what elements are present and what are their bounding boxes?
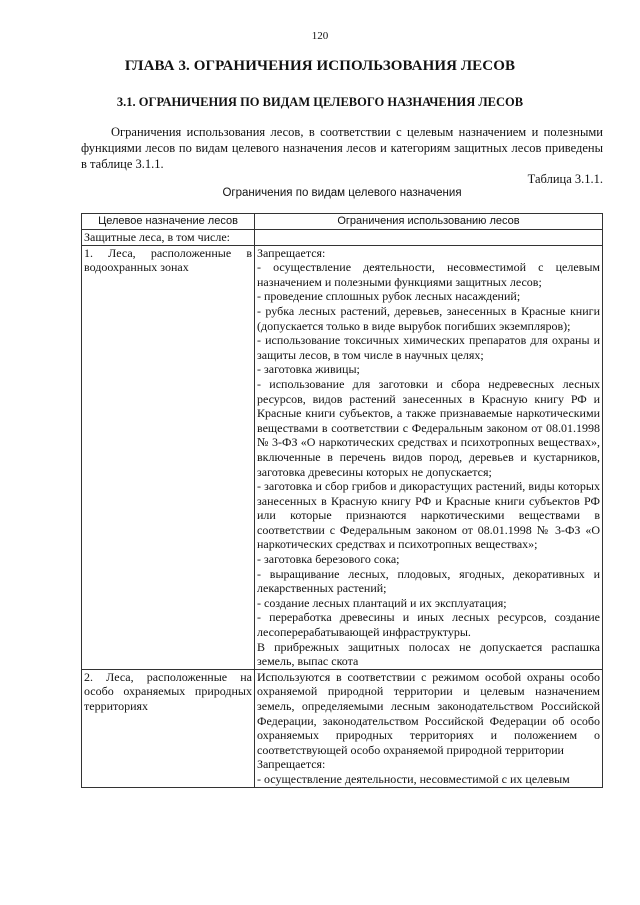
restriction-line: - осуществление деятельности, несовместимой с их целевым [257, 771, 570, 786]
group-label: Защитные леса, в том числе: [82, 230, 255, 246]
chapter-title: ГЛАВА 3. ОГРАНИЧЕНИЯ ИСПОЛЬЗОВАНИЯ ЛЕСОВ [124, 58, 516, 74]
header-restrictions: Ограничения использованию лесов [255, 214, 603, 230]
table-number: Таблица 3.1.1. [527, 172, 603, 186]
group-empty-cell [255, 230, 603, 246]
restriction-line: Используются в соответствии с режимом особой охраны особо охраняемой природной территории и целевым назначением земель, определяемыми лесным законодательством Российской Федерации, законодательством Российской Федерации об особо охраняемых природных территориях и положением о соответствующей особо охраняемой природной территории [257, 669, 600, 757]
section-title: 3.1. ОГРАНИЧЕНИЯ ПО ВИДАМ ЦЕЛЕВОГО НАЗНАЧЕНИЯ ЛЕСОВ [116, 95, 524, 109]
restriction-line: - использование для заготовки и сбора недревесных лесных ресурсов, видов растений занесенных в Красную книгу РФ и Красные книги субъектов, а также признаваемые наркотическими веществами в соответствии с Федеральным законом от 08.01.1998 № 3-ФЗ «О наркотических средствах и психотропных веществах», включенные в перечень видов пород, деревьев и кустарников, заготовка древесины которых не допускается; [257, 376, 600, 479]
purpose-cell: 1. Леса, расположенные в водоохранных зонах [82, 245, 255, 669]
restriction-line: В прибрежных защитных полосах не допускается распашка земель, выпас скота [257, 639, 600, 669]
restriction-line: - заготовка березового сока; [257, 552, 400, 567]
restriction-line: Запрещается: [257, 245, 326, 260]
table-caption: Ограничения по видам целевого назначения [222, 187, 462, 199]
restriction-line: - заготовка и сбор грибов и дикорастущих растений, виды которых занесенных в Красную книгу РФ и Красные книги субъектов РФ или которые признаются наркотическими веществами в соответствии с Федеральным законом от 08.01.1998 № 3-ФЗ «О наркотических средствах и психотропных веществах»; [257, 479, 600, 552]
restriction-line: - использование токсичных химических препаратов для охраны и защиты лесов, в том числе в научных целях; [257, 333, 600, 362]
restriction-line: - заготовка живицы; [257, 362, 360, 377]
restrictions-cell [255, 245, 603, 669]
intro-text: Ограничения использования лесов, в соответствии с целевым назначением и полезными функциями лесов по видам целевого назначения лесов и категориям защитных лесов приведены в таблице 3.1.1. [81, 125, 603, 171]
restrictions-cell [255, 669, 603, 787]
restriction-line: - переработка древесины и иных лесных ресурсов, создание лесоперерабатывающей инфраструктуры. [257, 610, 600, 640]
restriction-line: - осуществление деятельности, несовместимой с целевым назначением и полезными функциями защитных лесов; [257, 260, 600, 289]
restriction-line: - выращивание лесных, плодовых, ягодных, декоративных и лекарственных растений; [257, 566, 600, 596]
restriction-line: - рубка лесных растений, деревьев, занесенных в Красные книги (допускается только в виде вырубок погибших экземпляров); [257, 303, 600, 333]
restrictions-table [81, 213, 603, 788]
purpose-cell: 2. Леса, расположенные на особо охраняемых природных территориях [82, 669, 255, 787]
header-purpose: Целевое назначение лесов [82, 214, 255, 230]
restriction-line: - проведение сплошных рубок лесных насаждений; [257, 289, 521, 304]
table-row [82, 669, 603, 787]
page-number: 120 [311, 30, 329, 42]
table-header-row [82, 214, 603, 230]
intro-paragraph [81, 124, 603, 172]
restriction-line: Запрещается: [257, 757, 326, 772]
restriction-line: - создание лесных плантаций и их эксплуатация; [257, 595, 507, 610]
table-row [82, 245, 603, 669]
table-group-row [82, 230, 603, 246]
